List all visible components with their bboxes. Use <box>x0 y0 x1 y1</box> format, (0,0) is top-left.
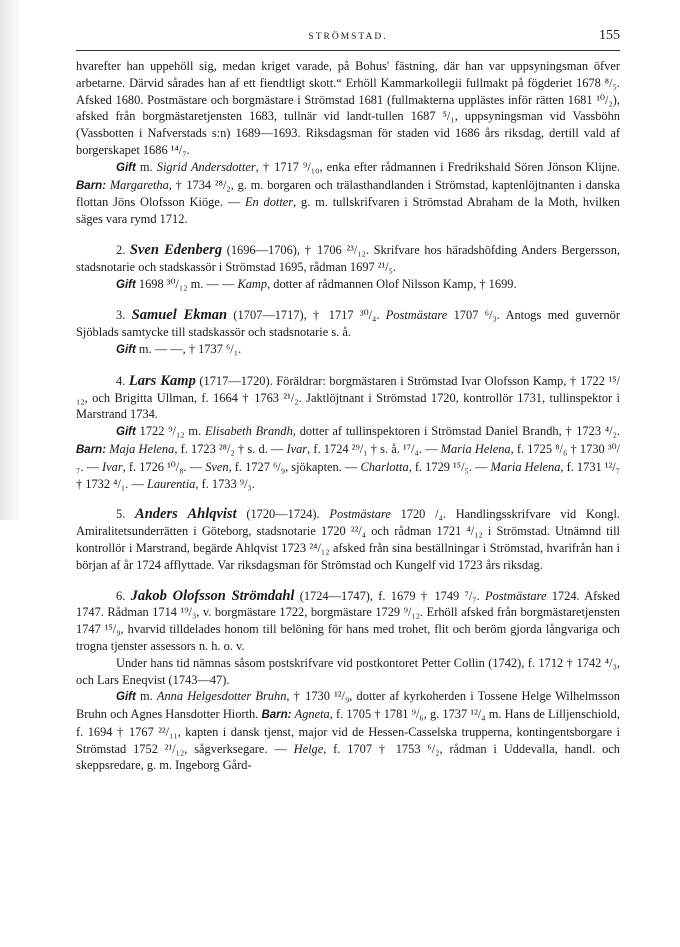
marriage-paragraph <box>76 276 620 294</box>
gift-label: Gift <box>116 343 136 356</box>
entry-number: 2. <box>116 242 130 257</box>
spouse-name: Sigrid Andersdotter <box>156 159 256 174</box>
text-run: 1698 ³⁰/₁₂ m. — — <box>135 276 238 291</box>
entry-2 <box>76 242 620 276</box>
entry-name: Samuel Ekman <box>131 307 228 324</box>
entry-name: Anders Ahlqvist <box>135 506 237 523</box>
entry-number: 5. <box>116 507 136 522</box>
entry-4 <box>76 373 620 423</box>
child-name: Agneta <box>294 707 330 722</box>
entry-name: Sven Edenberg <box>129 241 223 258</box>
text-run: 1722 ⁹/₁₂ m. <box>135 424 205 439</box>
text-run: , f. 1705 † 1781 ⁹/₆, g. 1737 ¹²/₄ m. Hans de Lilljenschiold, f. 1694 † 1767 ²²/₁₁, kapten i dansk tjenst, major vid de Hessen-Casselska trupperna, kontingentsborgare i Strömstad 1752 ²¹/₁₂, sågverksegare. — <box>76 707 620 756</box>
child-name: Charlotta <box>360 459 409 474</box>
text-run: 1707 ⁶/₃. Antogs med guvernör Sjöblads samtycke till stadskassör och stadsnotarie s. å. <box>76 308 621 340</box>
entry-number: 6. <box>116 588 131 603</box>
scan-shadow <box>0 0 22 520</box>
text-run: (1720—1724). <box>236 507 330 522</box>
child-name: Ivar <box>286 441 308 456</box>
paragraph-continued: hvarefter han uppehöll sig, medan kriget varade, på Bohus' fästning, där han var uppsyningsman öfver arbetarne. Därvid sårades han af ett fiendtligt skott.“ Erhöll Kammarkollegii fullmakt på fögderiet 1678 ⁸/₅. Afsked 1680. Postmästare och borgmästare i Strömstad 1681 (fullmakterna upplästes inför rätten 1681 ¹⁰/₂), afsked från borgmästaretjensten 1683, tullnär vid landt-tullen 1687 ⁵/₁, uppsyningsman vid Vassböhn (Vassbotten i Nafverstads s:n) 1689—1693. Riksdagsman för staden vid 1686 års riksdag, dertill vald af borgerskapet 1686 ¹⁴/₇. <box>76 59 620 157</box>
postal-clerks-paragraph: Under hans tid nämnas såsom postskrifvare vid postkontoret Petter Collin (1742), f. 1712 † 1742 ⁴/₃, och Lars Eneqvist (1743—47). <box>76 655 620 687</box>
child-name: Ivar <box>102 459 123 474</box>
gift-label: Gift <box>116 426 136 439</box>
child-name: En dotter <box>244 195 294 210</box>
spouse-name: Kamp <box>237 276 268 291</box>
text-run: (1696—1706), † 1706 ²³/₁₂. Skrifvare hos häradshöfding Anders Bergersson, stadsnotarie och stadskassör i Strömstad 1695, rådman 1697 ²¹/₅. <box>76 242 621 274</box>
child-name: Helge <box>293 741 324 756</box>
page-body <box>76 58 620 774</box>
text-run: 1720 /₄. Handlingsskrifvare vid Kongl. Amiralitetsunderrätten i Göteborg, stadsnotarie 1720 ²²/₄ och rådman 1721 ⁴/₁₂ i Strömstad. Utnämnd till kontrollör i Marstrand, begärde Ahlqvist 1723 ²⁴/₁₂ afsked från sina beställningar i Strömstad, hvarifrån han i början af år 1724 afflyttade. Var riksdagsman för Strömstad och Kungelf vid 1723 års riksdag. <box>76 507 621 572</box>
header-rule <box>76 50 620 51</box>
spouse-name: Elisabeth Brandh <box>204 424 293 439</box>
text-run: , f. 1724 ²⁹/₁ † s. å. ¹⁷/₄. — <box>307 441 441 456</box>
running-title: STRÖMSTAD. <box>308 32 388 42</box>
text-run: , † 1730 ¹²/₉, dotter af kyrkoherden i Tossene Helge Wilhelmsson Bruhn och Agnes Hansdotter Hiorth. <box>76 689 620 722</box>
entry-5 <box>76 506 620 573</box>
gift-label: Gift <box>116 161 136 174</box>
text-run: , f. 1725 ⁸/₆ † 1730 ³⁰/₇. — <box>76 441 621 474</box>
marriage-paragraph <box>76 423 620 492</box>
child-name: Margaretha <box>109 177 169 192</box>
child-name: Maria Helena <box>440 441 511 456</box>
text-run: (1724—1747), f. 1679 † 1749 ⁷/₇. <box>294 588 485 603</box>
text-run: , f. 1731 ¹²/₇ † 1732 ⁴/₁. — <box>76 459 620 491</box>
text-run: , dotter af tullinspektoren i Strömstad Daniel Brandh, † 1723 ⁴/₂. <box>292 424 621 439</box>
marriage-paragraph <box>76 688 620 774</box>
text-run: , f. 1723 ²⁸/₂ † s. d. — <box>174 441 287 456</box>
text-run: (1707—1717), † 1717 ³⁰/₄. <box>227 308 386 323</box>
entry-name: Jakob Olofsson Strömdahl <box>130 587 295 604</box>
text-run: , g. m. tullskrifvaren i Strömstad Abraham de la Moth, hvilken säges vara rymd 1712. <box>76 195 620 227</box>
text-run: , f. 1726 ¹⁰/₈. — <box>122 459 206 474</box>
text-run: , f. 1727 ⁶/₉, sjökapten. — <box>228 459 361 474</box>
office-title: Postmästare <box>484 588 547 603</box>
text-run: (1717—1720). Föräldrar: borgmästaren i Strömstad Ivar Olofsson Kamp, † 1722 ¹⁵/₁₂, och Brigitta Ullman, f. 1664 † 1763 ²¹/₂. Jaktlöjtnant i Strömstad 1720, kontrollör 1731, tullinspektor i Marstrand 1734. <box>76 373 620 422</box>
office-title: Postmästare <box>329 507 391 522</box>
barn-label: Barn: <box>76 443 107 456</box>
text-run: , f. 1733 ⁹/₃. <box>195 476 255 491</box>
barn-label: Barn: <box>261 709 292 722</box>
child-name: Laurentia <box>146 476 196 491</box>
text-run: m. — —, † 1737 ⁶/₁. <box>135 341 242 356</box>
entry-6 <box>76 588 620 655</box>
text-run: , f. 1707 † 1753 ⁶/₂, rådman i Uddevalla, handl. och skeppsredare, g. m. Ingeborg Gård- <box>76 741 620 773</box>
office-title: Postmästare <box>385 308 448 323</box>
text-run: m. <box>135 159 157 174</box>
page-header <box>76 28 620 48</box>
entry-number: 4. <box>116 373 129 388</box>
text-run: , f. 1729 ¹⁵/₅. — <box>408 459 491 474</box>
entry-number: 3. <box>116 308 132 323</box>
child-name: Maja Helena <box>109 441 175 456</box>
barn-label: Barn: <box>76 179 107 192</box>
text-run: , † 1717 ⁹/₁₀, enka efter rådmannen i Fredrikshald Sören Jönson Klijne. <box>255 159 620 174</box>
text-run: , † 1734 ²⁸/₂, g. m. borgaren och trälasthandlanden i Strömstad, kaptenlöjtnanten i danska flottan Jöns Olofsson Kiöge. — <box>76 177 620 210</box>
child-name: Sven <box>205 459 229 474</box>
text-run: m. <box>135 689 157 704</box>
child-name: Maria Helena <box>490 459 561 474</box>
gift-label: Gift <box>116 278 136 291</box>
marriage-paragraph <box>76 159 620 228</box>
gift-label: Gift <box>116 691 136 704</box>
entry-3 <box>76 307 620 341</box>
spouse-name: Anna Helgesdotter Bruhn <box>156 689 287 704</box>
text-run: 1724. Afsked 1747. Rådman 1714 ¹⁹/₃, v. borgmästare 1722, borgmästare 1729 ⁹/₁₂. Erhöll afsked från borgmästaretjensten 1747 ¹⁵/₉, hvarvid tilldelades honom till belöning för hans med trohet, flit och beröm gjorda långvariga och trogna tjenster assessors n. h. o. v. <box>76 588 620 653</box>
entry-name: Lars Kamp <box>128 372 196 389</box>
page-number: 155 <box>599 28 620 43</box>
text-run: , dotter af rådmannen Olof Nilsson Kamp, † 1699. <box>267 276 517 291</box>
marriage-paragraph <box>76 341 620 359</box>
